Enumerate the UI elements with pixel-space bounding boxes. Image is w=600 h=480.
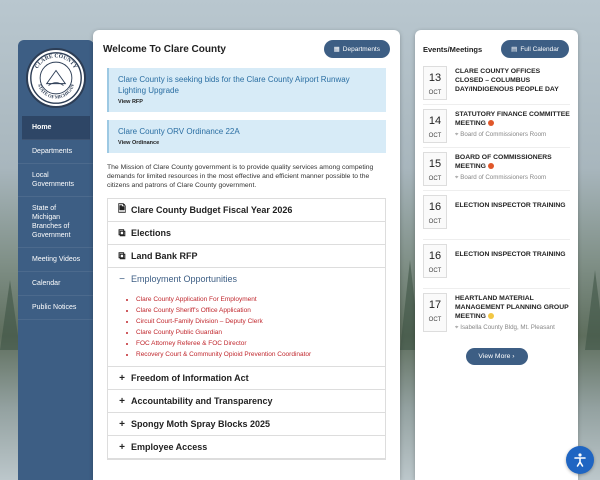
file-icon: 🗎	[118, 203, 127, 215]
list-item[interactable]	[423, 240, 570, 289]
minus-icon: −	[119, 273, 125, 285]
event-name: ELECTION INSPECTOR TRAINING	[455, 251, 566, 258]
accordion-spongy-moth[interactable]: + Spongy Moth Spray Blocks 2025	[119, 418, 271, 430]
list-item[interactable]	[423, 105, 570, 148]
list-item[interactable]: • Circuit Court-Family Division – Deputy Clerk	[136, 316, 375, 327]
seal-text-bottom: STATE OF MICHIGAN	[36, 83, 77, 101]
accordion	[107, 198, 386, 460]
event-date: 16 OCT	[423, 195, 447, 229]
list-item[interactable]: • Clare County Application For Employment	[136, 294, 375, 305]
event-date: 13 OCT	[423, 66, 447, 100]
view-more-button[interactable]: View More ›	[466, 348, 528, 365]
sidebar-nav	[18, 116, 94, 320]
alert-title: Clare County ORV Ordinance 22A	[118, 127, 240, 136]
plus-icon: +	[119, 372, 125, 384]
external-link-icon: ⧉	[118, 250, 126, 262]
full-calendar-button[interactable]: ▤ Full Calendar	[501, 40, 569, 58]
alert-box	[107, 120, 386, 153]
list-item[interactable]	[423, 289, 570, 336]
accordion-employment[interactable]: − Employment Opportunities	[119, 273, 238, 285]
event-name: STATUTORY FINANCE COMMITTEE MEETING	[455, 111, 570, 127]
view-rfp-link[interactable]: View RFP	[118, 99, 143, 105]
sidebar-item-public-notices[interactable]: Public Notices	[18, 296, 94, 320]
page-title: Welcome To Clare County	[103, 43, 226, 55]
chevron-right-icon: ›	[512, 353, 515, 360]
accordion-foia[interactable]: + Freedom of Information Act	[119, 372, 249, 384]
events-panel	[415, 30, 578, 480]
plus-icon: +	[119, 395, 125, 407]
list-item[interactable]: • Clare County Sheriff's Office Application	[136, 305, 375, 316]
list-item[interactable]	[423, 191, 570, 240]
accessibility-icon[interactable]	[566, 446, 594, 474]
accordion-budget[interactable]: 🗎 Clare County Budget Fiscal Year 2026	[108, 199, 385, 221]
external-link-icon: ⧉	[118, 227, 126, 239]
sidebar-item-meeting-videos[interactable]: Meeting Videos	[18, 248, 94, 272]
list-item[interactable]	[423, 148, 570, 191]
alert-box	[107, 68, 386, 112]
sidebar-item-calendar[interactable]: Calendar	[18, 272, 94, 296]
view-ordinance-link[interactable]: View Ordinance	[118, 140, 160, 146]
event-date: 15 OCT	[423, 152, 447, 186]
plus-icon: +	[119, 418, 125, 430]
events-title: Events/Meetings	[423, 44, 483, 54]
status-dot-icon	[488, 120, 494, 126]
location-pin-icon: ⌖	[455, 174, 459, 181]
accordion-employee-access[interactable]: + Employee Access	[119, 441, 208, 453]
event-location: Board of Commissioners Room	[460, 174, 547, 181]
seal-text-top: CLARE COUNTY	[34, 53, 78, 70]
accordion-land-bank[interactable]: ⧉ Land Bank RFP	[118, 250, 198, 262]
event-location: Isabella County Bldg, Mt. Pleasant	[460, 324, 555, 331]
events-list	[415, 62, 578, 336]
sidebar-item-local-governments[interactable]: Local Governments	[18, 164, 94, 197]
list-item[interactable]	[423, 62, 570, 105]
location-pin-icon: ⌖	[455, 324, 459, 331]
list-item[interactable]: • Clare County Public Guardian	[136, 327, 375, 338]
event-date: 17 OCT	[423, 293, 447, 332]
main-panel	[93, 30, 400, 480]
event-location: Board of Commissioners Room	[460, 131, 547, 138]
list-item[interactable]: • FOC Attorney Referee & FOC Director	[136, 338, 375, 349]
status-dot-icon	[488, 313, 494, 319]
employment-links	[108, 290, 385, 366]
sidebar-item-home[interactable]: Home	[22, 116, 90, 140]
event-name: HEARTLAND MATERIAL MANAGEMENT PLANNING GROUP MEETING	[455, 295, 569, 320]
departments-button[interactable]: ▦ Departments	[324, 40, 390, 58]
location-pin-icon: ⌖	[455, 131, 459, 138]
sidebar-item-departments[interactable]: Departments	[18, 140, 94, 164]
list-item[interactable]: • Recovery Court & Community Opioid Prevention Coordinator	[136, 349, 375, 360]
mission-statement: The Mission of Clare County government is to provide quality services among competing demands for limited resources in the most effective and efficient manner possible to the citizens and patrons of Clare County government.	[107, 164, 374, 189]
event-name: CLARE COUNTY OFFICES CLOSED – COLUMBUS DAY/INDIGENOUS PEOPLE DAY	[455, 68, 559, 93]
alert-title: Clare County is seeking bids for the Clare County Airport Runway Lighting Upgrade	[118, 75, 350, 95]
sidebar-item-state-branches[interactable]: State of Michigan Branches of Government	[18, 197, 94, 248]
event-name: BOARD OF COMMISSIONERS MEETING	[455, 154, 552, 170]
event-date: 16 OCT	[423, 244, 447, 278]
event-name: ELECTION INSPECTOR TRAINING	[455, 202, 566, 209]
status-dot-icon	[488, 163, 494, 169]
accordion-elections[interactable]: ⧉ Elections	[118, 227, 172, 239]
plus-icon: +	[119, 441, 125, 453]
sidebar	[18, 40, 94, 480]
event-date: 14 OCT	[423, 109, 447, 143]
grid-icon: ▦	[333, 46, 340, 53]
calendar-icon: ▤	[511, 46, 518, 53]
accordion-accountability[interactable]: + Accountability and Transparency	[119, 395, 273, 407]
county-seal-logo[interactable]	[26, 48, 86, 108]
